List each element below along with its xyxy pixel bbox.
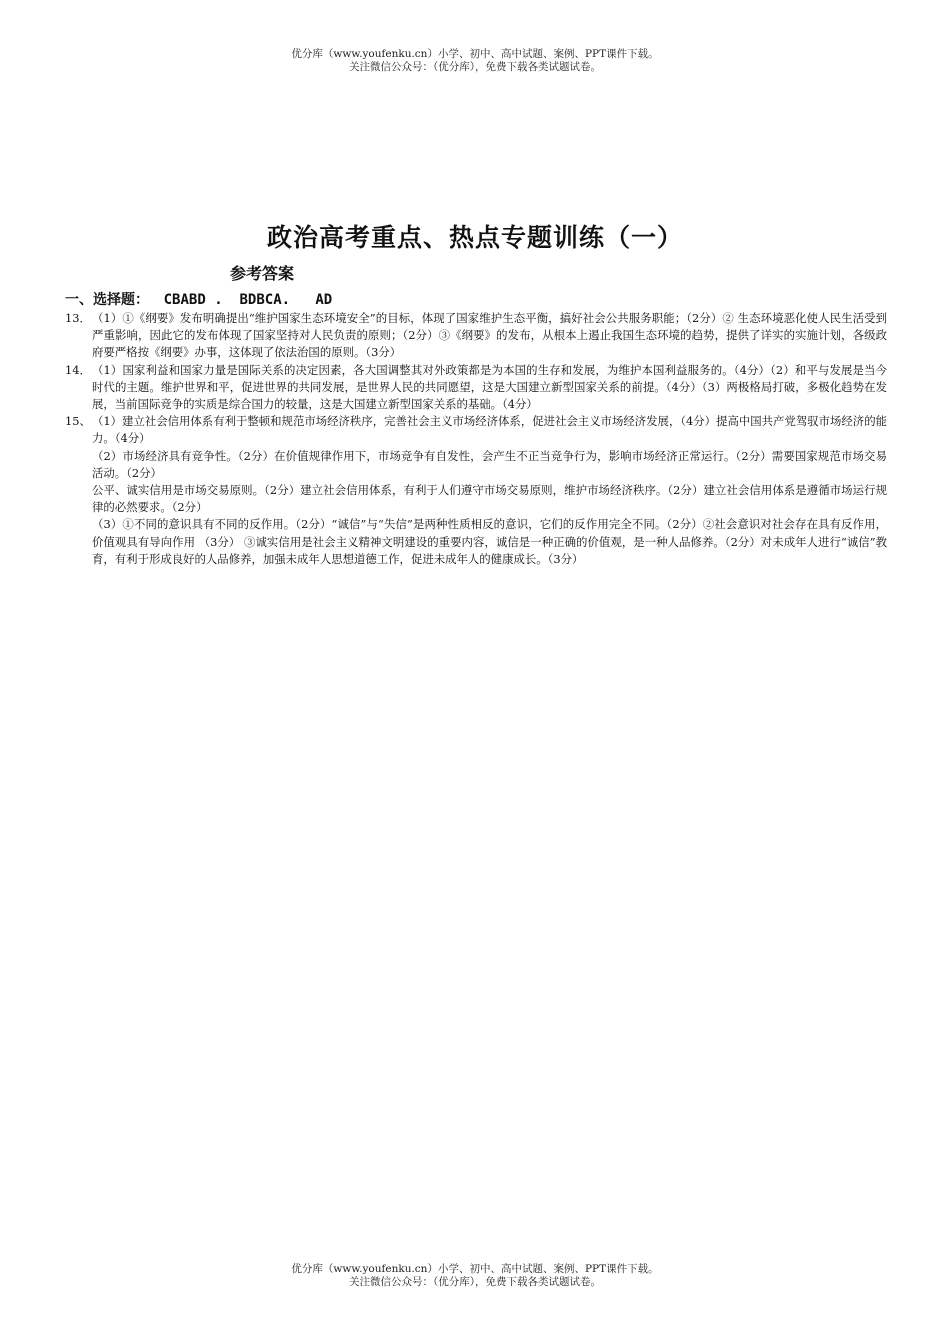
header-line-2: 关注微信公众号：（优分库），免费下载各类试题试卷。 xyxy=(349,61,601,73)
answer-content xyxy=(65,310,887,568)
footer-line-1: 优分库（www.youfenku.cn）小学、初中、高中试题、案例、PPT课件下载。 xyxy=(291,1263,659,1275)
answer-text: （1）国家利益和国家力量是国际关系的决定因素，各大国调整其对外政策都是为本国的生存和发展，为维护本国利益服务的。（4分）（2）和平与发展是当今时代的主题。维护世界和平，促进世界的共同发展，是世界人民的共同愿望，这是大国建立新型国家关系的前提。（4分）（3）两极格局打破，多极化趋势在发展，当前国际竞争的实质是综合国力的较量，这是大国建立新型国家关系的基础。（4分） xyxy=(92,362,887,412)
page-footer xyxy=(0,1263,950,1289)
header-line-1: 优分库（www.youfenku.cn）小学、初中、高中试题、案例、PPT课件下载。 xyxy=(291,48,659,60)
question-15 xyxy=(65,413,887,568)
answer-text: （1）①《纲要》发布明确提出“维护国家生态环境安全”的目标，体现了国家维护生态平衡，搞好社会公共服务职能；（2分）② 生态环境恶化使人民生活受到严重影响，因此它的发布体现了国家坚持对人民负责的原则；（2分）③《纲要》的发布，从根本上遏止我国生态环境的趋势，提供了详实的实施计划，各级政府要严格按《纲要》办事，这体现了依法治国的原则。（3分） xyxy=(92,311,887,360)
answer-paragraph-3: 公平、诚实信用是市场交易原则。（2分）建立社会信用体系，有利于人们遵守市场交易原则，维护市场经济秩序。（2分）建立社会信用体系是遵循市场运行规律的必然要求。（2分） xyxy=(92,483,887,515)
document-title: 政治高考重点、热点专题训练（一） xyxy=(266,223,683,252)
answer-paragraph-4: （3）①不同的意识具有不同的反作用。（2分）“诚信”与“失信”是两种性质相反的意识，它们的反作用完全不同。（2分）②社会意识对社会存在具有反作用，价值观具有导向作用 （3分） ③诚实信用是社会主义精神文明建设的重要内容，诚信是一种正确的价值观，是一种人品修养。（2分）对未成年人进行“诚信”教育，有利于形成良好的人品修养，加强未成年人思想道德工作，促进未成年人的健康成长。（3分） xyxy=(92,517,887,566)
question-13 xyxy=(65,310,887,362)
question-number: 14． xyxy=(65,362,91,377)
footer-line-2: 关注微信公众号：（优分库），免费下载各类试题试卷。 xyxy=(349,1276,601,1288)
choice-answers: CBABD . BDBCA. AD xyxy=(163,292,333,308)
section-multiple-choice xyxy=(65,289,332,309)
question-number: 13． xyxy=(65,311,91,325)
question-14 xyxy=(65,362,887,414)
answer-paragraph-2: （2）市场经济具有竞争性。（2分）在价值规律作用下，市场竞争有自发性，会产生不正当竞争行为，影响市场经济正常运行。（2分）需要国家规范市场交易活动。（2分） xyxy=(92,448,887,480)
page-header xyxy=(0,48,950,74)
question-number: 15、 xyxy=(65,414,91,429)
answer-paragraph-1: （1）建立社会信用体系有利于整顿和规范市场经济秩序，完善社会主义市场经济体系，促进社会主义市场经济发展，（4分）提高中国共产党驾驭市场经济的能力。（4分） xyxy=(92,414,887,446)
document-subtitle: 参考答案 xyxy=(230,264,295,283)
section-label: 一、选择题： xyxy=(65,292,149,308)
